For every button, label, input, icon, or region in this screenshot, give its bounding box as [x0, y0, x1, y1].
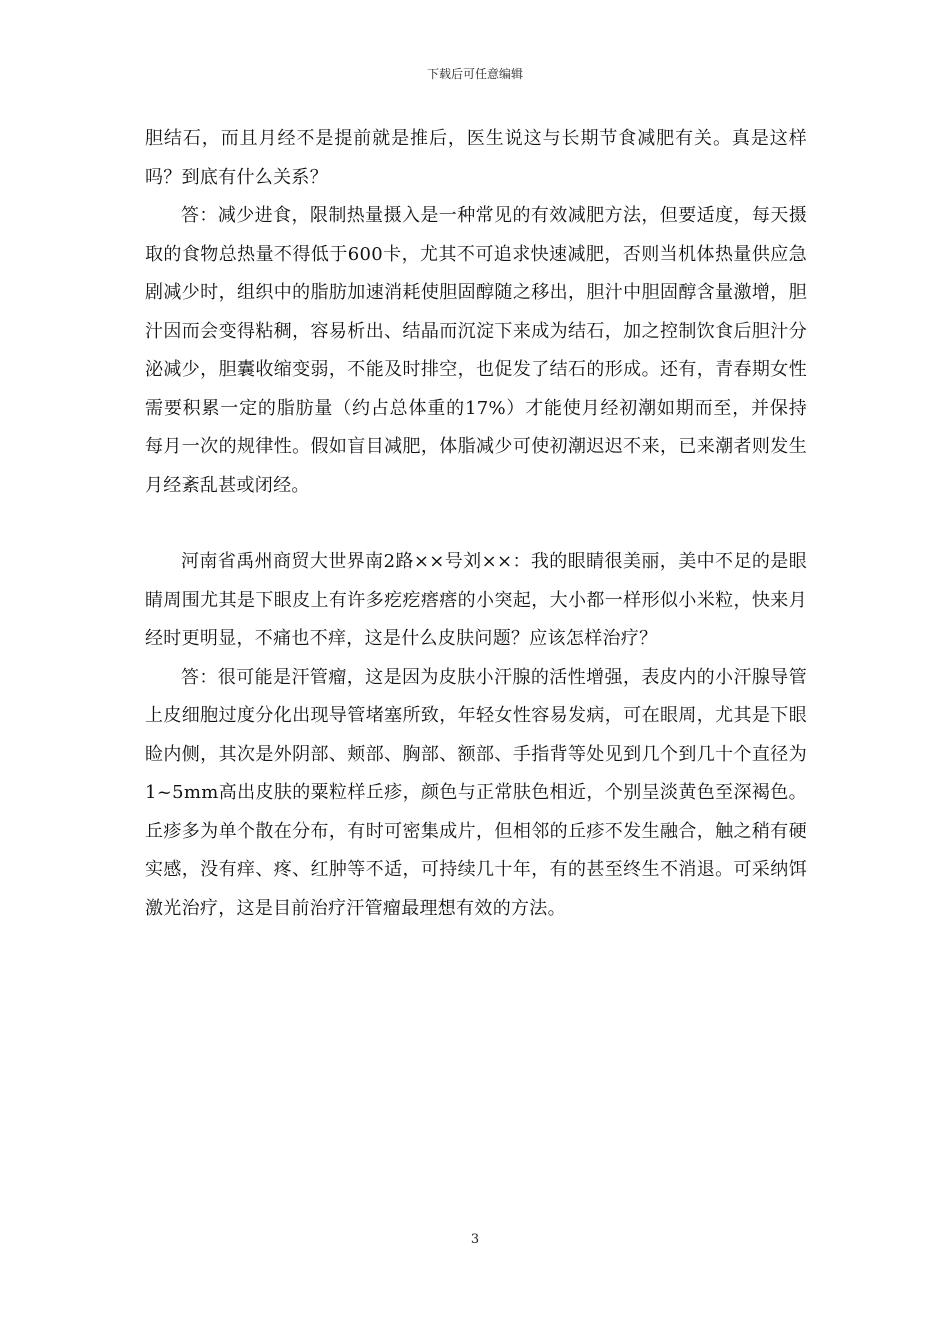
- answer-paragraph-1: 答：减少进食，限制热量摄入是一种常见的有效减肥方法，但要适度，每天摄取的食物总热量不得低于600卡，尤其不可追求快速减肥，否则当机体热量供应急剧减少时，组织中的脂肪加速消耗使胆固醇随之移出，胆汁中胆固醇含量激增，胆汁因而会变得粘稠，容易析出、结晶而沉淀下来成为结石，加之控制饮食后胆汁分泌减少，胆囊收缩变弱，不能及时排空，也促发了结石的形成。还有，青春期女性需要积累一定的脂肪量（约占总体重的17%）才能使月经初潮如期而至，并保持每月一次的规律性。假如盲目减肥，体脂减少可使初潮迟迟不来，已来潮者则发生月经紊乱甚或闭经。: [145, 205, 807, 496]
- paragraph-spacer: [145, 505, 807, 543]
- page-number: 3: [470, 1232, 480, 1247]
- document-body: [145, 120, 807, 928]
- page-header: 下载后可任意编辑: [426, 67, 523, 81]
- paragraph-continued: 胆结石，而且月经不是提前就是推后，医生说这与长期节食减肥有关。真是这样吗？到底有什么关系？: [145, 128, 807, 188]
- question-paragraph-2: 河南省禹州商贸大世界南2路××号刘××：我的眼睛很美丽，美中不足的是眼睛周围尤其是下眼皮上有许多疙疙瘩瘩的小突起，大小都一样形似小米粒，快来月经时更明显，不痛也不痒，这是什么皮肤问题？应该怎样治疗？: [145, 551, 807, 649]
- answer-paragraph-2: 答：很可能是汗管瘤，这是因为皮肤小汗腺的活性增强，表皮内的小汗腺导管上皮细胞过度分化出现导管堵塞所致，年轻女性容易发病，可在眼周，尤其是下眼睑内侧，其次是外阴部、颊部、胸部、额部、手指背等处见到几个到几十个直径为1~5mm高出皮肤的粟粒样丘疹，颜色与正常肤色相近，个别呈淡黄色至深褐色。丘疹多为单个散在分布，有时可密集成片，但相邻的丘疹不发生融合，触之稍有硬实感，没有痒、疼、红肿等不适，可持续几十年，有的甚至终生不消退。可采纳饵激光治疗，这是目前治疗汗管瘤最理想有效的方法。: [145, 666, 807, 919]
